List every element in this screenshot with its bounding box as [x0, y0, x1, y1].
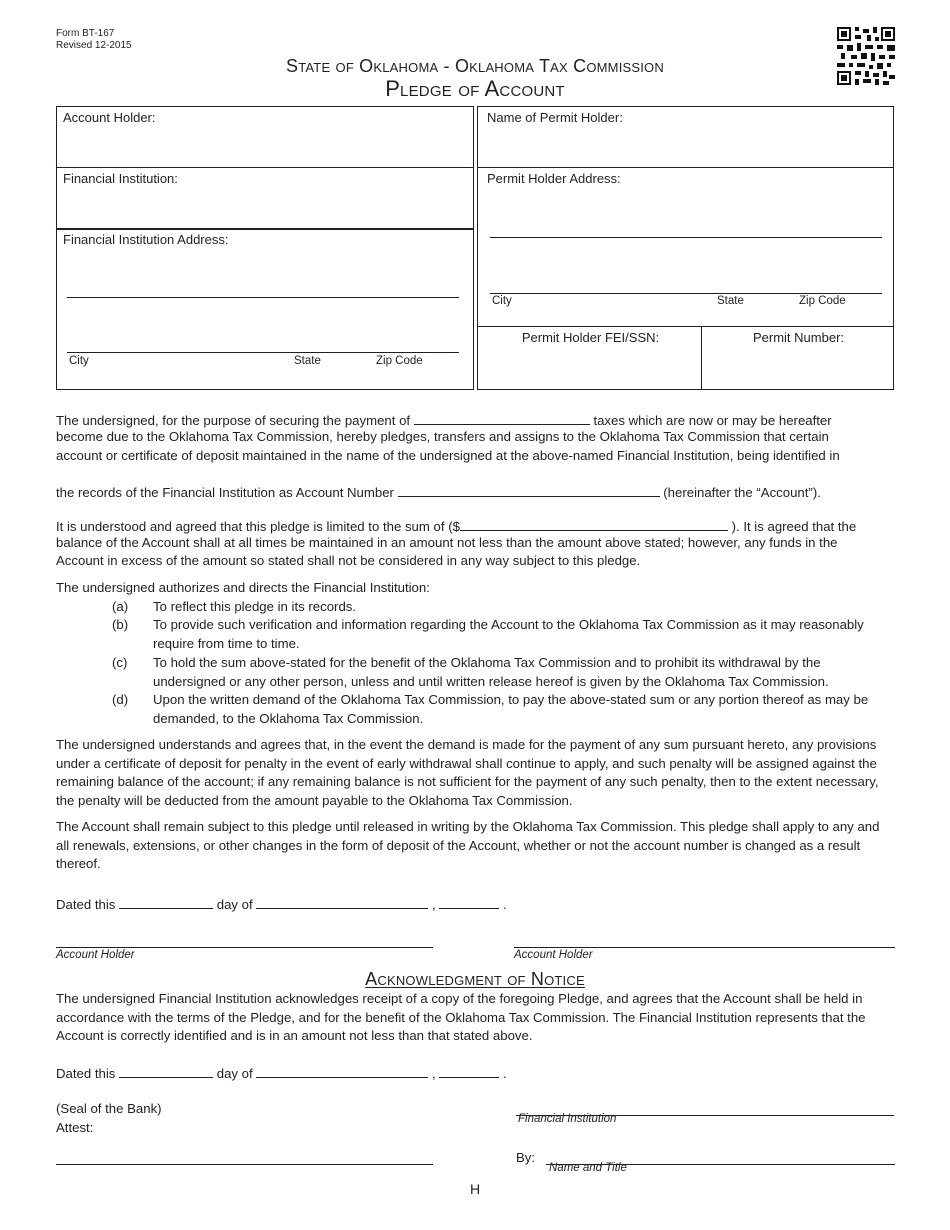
pledge-amount-field[interactable] — [460, 516, 728, 531]
limit-paragraph-line2: balance of the Account shall at all times be maintained in an amount not less than the amount above stated; however, any funds in the — [56, 535, 838, 550]
fi-city-label: City — [69, 355, 89, 367]
fei-ssn-box[interactable] — [477, 326, 702, 390]
month-field-2[interactable] — [256, 1063, 428, 1078]
fi-state-label: State — [294, 355, 321, 367]
authorization-intro: The undersigned authorizes and directs the Financial Institution: — [56, 580, 430, 595]
fi-address-box[interactable] — [56, 229, 474, 390]
permit-number-label: Permit Number: — [752, 330, 845, 345]
day-field-1[interactable] — [119, 894, 213, 909]
account-holder-signature-label-2: Account Holder — [514, 949, 593, 961]
ph-state-label: State — [717, 295, 744, 307]
financial-institution-signature-label: Financial Institution — [518, 1113, 617, 1125]
agency-title: State of Oklahoma - Oklahoma Tax Commission — [286, 56, 664, 76]
fi-city-line — [67, 352, 459, 353]
release-paragraph: The Account shall remain subject to this pledge until released in writing by the Oklahoma Tax Commission. This pledge shall apply to any and all renewals, extensions, or other changes in the form of deposit of the Account, whether or not the account number is changed as a result thereof. — [56, 819, 880, 871]
dated-line-1: Dated this day of , . — [56, 894, 507, 912]
footer-mark: H — [469, 1181, 481, 1197]
fi-zip-label: Zip Code — [376, 355, 423, 367]
acknowledgment-title: Acknowledgment of Notice — [365, 969, 585, 989]
pledge-paragraph-line2: become due to the Oklahoma Tax Commission, hereby pledges, transfers and assigns to the Oklahoma Tax Commission that certain — [56, 429, 829, 444]
seal-label: (Seal of the Bank) — [56, 1101, 162, 1116]
by-label: By: — [516, 1150, 536, 1165]
limit-paragraph-line3: Account in excess of the amount so stated shall not be considered in any way subject to this pledge. — [56, 553, 641, 568]
account-holder-signature-line-2[interactable] — [514, 947, 895, 948]
month-field-1[interactable] — [256, 894, 428, 909]
form-title: Pledge of Account — [385, 76, 565, 101]
form-number: Form BT-167 — [56, 28, 115, 39]
fi-address-label: Financial Institution Address: — [63, 232, 229, 247]
ph-address-line — [490, 237, 882, 238]
fi-address-line — [67, 297, 459, 298]
year-field-1[interactable] — [439, 894, 499, 909]
day-field-2[interactable] — [119, 1063, 213, 1078]
account-holder-signature-label-1: Account Holder — [56, 949, 135, 961]
penalty-paragraph: The undersigned understands and agrees that, in the event the demand is made for the payment of any sum pursuant hereto, any provisions under a certificate of deposit for penalty in the event of early withdrawal shall continue to apply, and such penalty will be assigned against the remaining balance of the account; if any remaining balance is not sufficient for the payment of any such penalty, then to the extent necessary, the penalty will be deducted from the amount payable to the Oklahoma Tax Commission. — [56, 737, 879, 808]
qr-code-icon — [837, 27, 895, 85]
pledge-paragraph-line4: the records of the Financial Institution as Account Number (hereinafter the “Account”). — [56, 482, 821, 500]
revised-date: Revised 12-2015 — [56, 40, 132, 51]
limit-paragraph-line1: It is understood and agreed that this pledge is limited to the sum of ($ ). It is agreed that the — [56, 516, 856, 534]
tax-type-field[interactable] — [414, 410, 590, 425]
attest-signature-line[interactable] — [56, 1164, 433, 1165]
name-title-label: Name and Title — [549, 1162, 627, 1174]
fei-ssn-label: Permit Holder FEI/SSN: — [521, 330, 660, 345]
permit-holder-name-box[interactable] — [477, 106, 894, 168]
ph-zip-label: Zip Code — [799, 295, 846, 307]
account-holder-signature-line-1[interactable] — [56, 947, 433, 948]
pledge-paragraph-line3: account or certificate of deposit maintained in the name of the undersigned at the above-named Financial Institution, being identified in — [56, 448, 840, 463]
ph-city-line — [490, 293, 882, 294]
ph-city-label: City — [492, 295, 512, 307]
pledge-paragraph-line1: The undersigned, for the purpose of securing the payment of taxes which are now or may be hereafter — [56, 410, 832, 428]
account-number-field[interactable] — [398, 482, 660, 497]
attest-label: Attest: — [56, 1120, 94, 1135]
year-field-2[interactable] — [439, 1063, 499, 1078]
permit-number-box[interactable] — [701, 326, 894, 390]
permit-holder-address-box[interactable] — [477, 167, 894, 327]
financial-institution-label: Financial Institution: — [63, 171, 178, 186]
permit-holder-address-label: Permit Holder Address: — [487, 171, 621, 186]
account-holder-label: Account Holder: — [63, 110, 156, 125]
financial-institution-box[interactable] — [56, 167, 474, 229]
permit-holder-name-label: Name of Permit Holder: — [487, 110, 623, 125]
dated-line-2: Dated this day of , . — [56, 1063, 507, 1081]
account-holder-box[interactable] — [56, 106, 474, 168]
acknowledgment-text: The undersigned Financial Institution acknowledges receipt of a copy of the foregoing Pledge, and agrees that the Account shall be held in accordance with the terms of the Pledge, and for the benefit of the Oklahoma Tax Commission. The Financial Institution represents that the Account is correctly identified and is in an amount not less than that stated above. — [56, 991, 866, 1043]
